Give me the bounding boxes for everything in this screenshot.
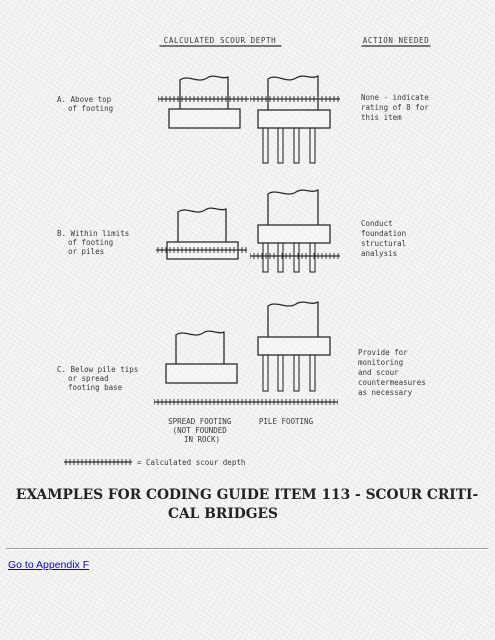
- pile: [278, 355, 283, 391]
- row-c-scour-line: [154, 399, 338, 405]
- legend-text: = Calculated scour depth: [137, 458, 246, 467]
- pile: [310, 355, 315, 391]
- spread-footing-label-line: (NOT FOUNDED: [172, 426, 227, 435]
- column-break-line: [268, 190, 318, 194]
- row-a-condition-line: of footing: [68, 104, 114, 113]
- scour-depth-ticks: [158, 96, 249, 102]
- column-break-line: [178, 208, 226, 212]
- pile-footing-label: PILE FOOTING: [258, 417, 314, 426]
- row-b-condition-line: or piles: [68, 247, 105, 256]
- row-c-condition-line: or spread: [68, 374, 109, 383]
- header-calculated-scour-depth: CALCULATED SCOUR DEPTH: [163, 36, 277, 45]
- legend: [64, 458, 245, 467]
- row-c-spread-footing: [166, 331, 237, 383]
- row-b-spread-footing: [156, 208, 247, 259]
- row-b-action-line: Conduct: [361, 219, 393, 228]
- pile: [278, 128, 283, 163]
- pile-cap-block: [258, 337, 330, 355]
- pile: [294, 355, 299, 391]
- pile: [263, 355, 268, 391]
- header-action-needed: ACTION NEEDED: [362, 36, 430, 45]
- spread-footing-label-line: IN ROCK): [183, 435, 221, 444]
- spread-footing-block: [169, 109, 240, 128]
- row-b-condition-line: of footing: [68, 238, 114, 247]
- row-b-condition: [57, 229, 134, 256]
- pile: [263, 128, 268, 163]
- column-break-line: [268, 76, 318, 80]
- spread-footing-label-line: SPREAD FOOTING: [168, 417, 232, 426]
- figure-caption-line1: EXAMPLES FOR CODING GUIDE ITEM 113 - SCOUR CRITI-: [15, 487, 479, 503]
- row-a-condition-line: A. Above top: [57, 95, 112, 104]
- spread-footing-label: [168, 417, 236, 444]
- row-a-pile-footing: [250, 76, 340, 163]
- row-c-action-line: and scour: [358, 368, 399, 377]
- scour-depth-ticks: [154, 399, 338, 405]
- scour-depth-ticks: [250, 96, 340, 102]
- row-c-pile-footing: [258, 302, 330, 391]
- row-c-action-line: countermeasures: [358, 378, 426, 387]
- row-a-action-line: rating of 8 for: [361, 103, 429, 112]
- pile: [310, 128, 315, 163]
- row-a-action-line: this item: [361, 113, 402, 122]
- row-b-condition-line: B. Within limits: [57, 229, 130, 238]
- row-c-action: [358, 348, 430, 397]
- legend-scour-ticks: [64, 459, 132, 465]
- row-c-action-line: as necessary: [358, 388, 413, 397]
- row-b-action: [361, 219, 411, 258]
- column-break-line: [268, 302, 318, 306]
- row-b-pile-footing: [250, 190, 340, 272]
- row-a-spread-footing: [158, 76, 249, 128]
- spread-footing-block: [166, 364, 237, 383]
- column-break-line: [176, 331, 224, 335]
- row-c-condition-line: C. Below pile tips: [57, 365, 139, 374]
- appendix-f-link[interactable]: Go to Appendix F: [8, 559, 90, 571]
- figure-caption-line2: CAL BRIDGES: [168, 506, 278, 522]
- row-b-action-line: foundation: [361, 229, 407, 238]
- row-b-action-line: analysis: [361, 249, 398, 258]
- horizontal-rule: [6, 548, 488, 550]
- row-b-action-line: structural: [361, 239, 407, 248]
- column-break-line: [180, 76, 228, 80]
- row-c-condition-line: footing base: [68, 383, 123, 392]
- scour-depth-ticks: [156, 247, 247, 253]
- row-c-condition: [57, 365, 143, 392]
- row-a-action-line: None - indicate: [361, 93, 429, 102]
- row-c-action-line: monitoring: [358, 358, 404, 367]
- row-c-action-line: Provide for: [358, 348, 408, 357]
- row-a-condition: [57, 95, 116, 113]
- pile-cap-block: [258, 225, 330, 243]
- pile: [294, 128, 299, 163]
- row-a-action: [361, 93, 433, 122]
- pile-cap-block: [258, 110, 330, 128]
- scour-depth-ticks: [250, 253, 340, 259]
